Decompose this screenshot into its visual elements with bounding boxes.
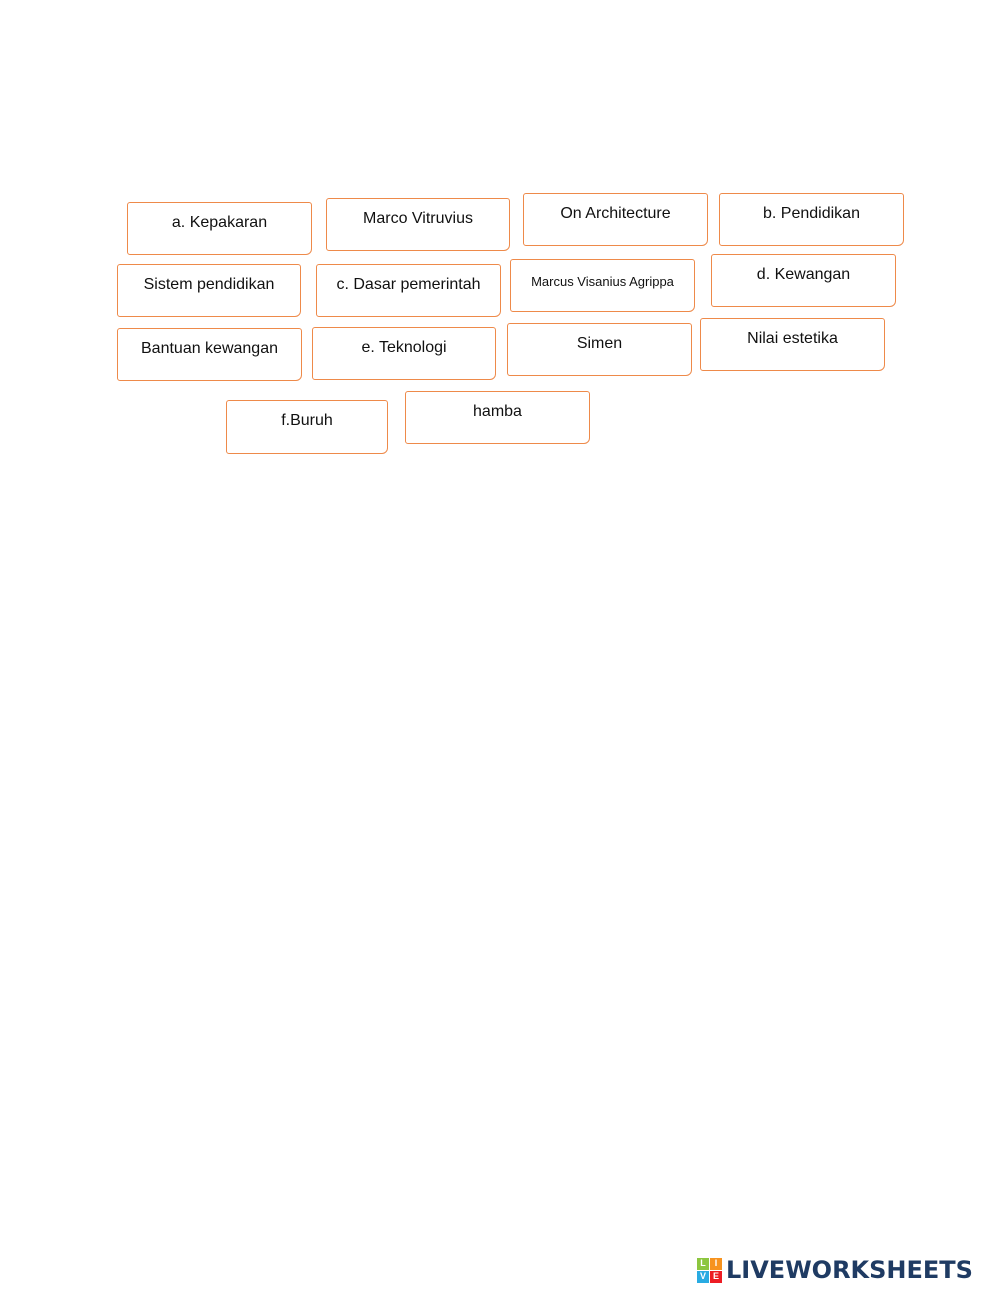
live-logo-icon [697, 1258, 722, 1283]
drag-card-buruh[interactable]: f.Buruh [226, 400, 388, 454]
drag-card-marcus-visanius-agrippa[interactable]: Marcus Visanius Agrippa [510, 259, 695, 312]
logo-letter-e: E [710, 1271, 722, 1283]
drag-card-kewangan[interactable]: d. Kewangan [711, 254, 896, 307]
drag-card-kepakaran[interactable]: a. Kepakaran [127, 202, 312, 255]
drag-card-bantuan-kewangan[interactable]: Bantuan kewangan [117, 328, 302, 381]
drag-card-nilai-estetika[interactable]: Nilai estetika [700, 318, 885, 371]
logo-letter-i: I [710, 1258, 722, 1270]
drag-card-on-architecture[interactable]: On Architecture [523, 193, 708, 246]
drag-card-pendidikan[interactable]: b. Pendidikan [719, 193, 904, 246]
drag-card-sistem-pendidikan[interactable]: Sistem pendidikan [117, 264, 301, 317]
brand-name: LIVEWORKSHEETS [726, 1256, 973, 1284]
logo-letter-l: L [697, 1258, 709, 1270]
logo-letter-v: V [697, 1271, 709, 1283]
drag-card-simen[interactable]: Simen [507, 323, 692, 376]
liveworksheets-logo [697, 1255, 973, 1285]
drag-card-marco-vitruvius[interactable]: Marco Vitruvius [326, 198, 510, 251]
drag-card-teknologi[interactable]: e. Teknologi [312, 327, 496, 380]
drag-card-hamba[interactable]: hamba [405, 391, 590, 444]
drag-card-dasar-pemerintah[interactable]: c. Dasar pemerintah [316, 264, 501, 317]
